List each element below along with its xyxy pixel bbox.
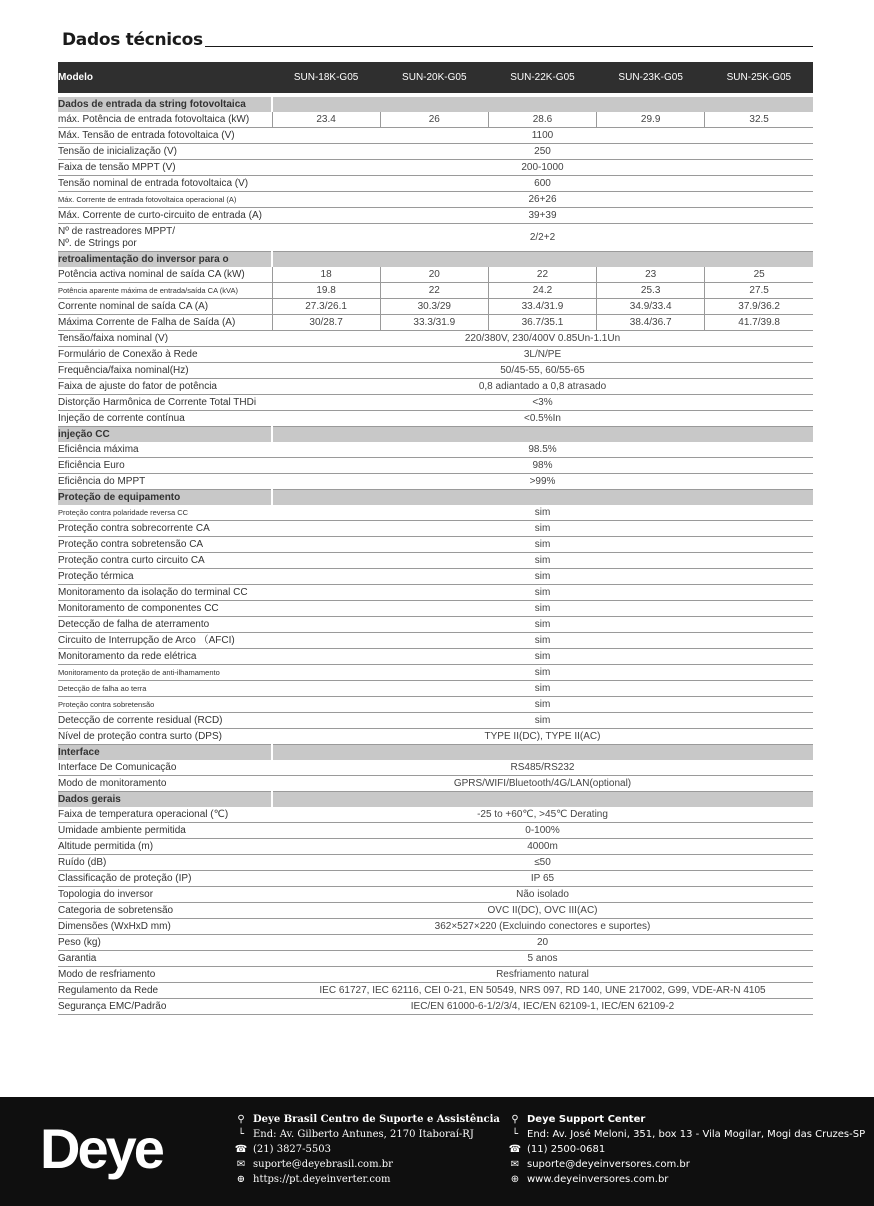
contact-heading: Deye Support Center [527, 1114, 646, 1125]
row-value-cell: 250 [272, 144, 813, 160]
table-row [58, 617, 813, 633]
row-value-cell: 600 [272, 176, 813, 192]
row-value-cell: 0-100% [272, 823, 813, 839]
row-label: Detecção de corrente residual (RCD) [58, 713, 272, 729]
table-row [58, 458, 813, 474]
table-row [58, 649, 813, 665]
row-label: Circuito de Interrupção de Arco （AFCI) [58, 633, 272, 649]
row-value-cell: sim [272, 649, 813, 665]
row-value-cell: 28.6 [488, 112, 596, 128]
row-label: Eficiência do MPPT [58, 474, 272, 490]
row-value-cell: sim [272, 617, 813, 633]
row-value-cell: 25.3 [597, 283, 705, 299]
section-label: Proteção de equipamento [58, 490, 272, 506]
row-value-cell: sim [272, 553, 813, 569]
row-label: Detecção de falha ao terra [58, 681, 272, 697]
row-value-cell: ≤50 [272, 855, 813, 871]
row-label: Corrente nominal de saída CA (A) [58, 299, 272, 315]
row-label: Faixa de tensão MPPT (V) [58, 160, 272, 176]
deye-logo: Deye [40, 1117, 162, 1180]
table-row [58, 537, 813, 553]
row-label: Dimensões (WxHxD mm) [58, 919, 272, 935]
table-row [58, 665, 813, 681]
section-header-row [58, 745, 813, 761]
address-bracket-icon: └ [511, 1129, 519, 1140]
section-header-row [58, 97, 813, 112]
row-label: Peso (kg) [58, 935, 272, 951]
contact-web-row [234, 1172, 500, 1187]
row-label: Eficiência Euro [58, 458, 272, 474]
row-label: Distorção Harmônica de Corrente Total THDi [58, 395, 272, 411]
contact-address-row [508, 1127, 865, 1142]
table-row [58, 871, 813, 887]
contact-heading-row [508, 1112, 865, 1127]
row-label: Frequência/faixa nominal(Hz) [58, 363, 272, 379]
section-fill [272, 745, 813, 761]
table-row [58, 681, 813, 697]
row-value-cell: sim [272, 585, 813, 601]
contact-web-row [508, 1172, 865, 1187]
row-label: Monitoramento da rede elétrica [58, 649, 272, 665]
row-label: Injeção de corrente contínua [58, 411, 272, 427]
table-row [58, 601, 813, 617]
row-value-cell: <0.5%In [272, 411, 813, 427]
contact-email-row [234, 1157, 500, 1172]
row-label: Tensão de inicialização (V) [58, 144, 272, 160]
contact-web[interactable]: www.deyeinversores.com.br [527, 1174, 669, 1185]
row-label: Topologia do inversor [58, 887, 272, 903]
row-value-cell: 22 [488, 267, 596, 283]
row-label: máx. Potência de entrada fotovoltaica (kW) [58, 112, 272, 128]
row-label: Monitoramento de componentes CC [58, 601, 272, 617]
row-value-cell: 1100 [272, 128, 813, 144]
row-value-cell: sim [272, 537, 813, 553]
footer [0, 1097, 874, 1206]
row-label: Nível de proteção contra surto (DPS) [58, 729, 272, 745]
row-value-cell: 362×527×220 (Excluindo conectores e suportes) [272, 919, 813, 935]
row-label: Detecção de falha de aterramento [58, 617, 272, 633]
model-column-header: SUN-25K-G05 [705, 62, 813, 93]
envelope-icon: ✉ [510, 1159, 520, 1170]
row-label: Proteção contra sobretensão CA [58, 537, 272, 553]
row-value-cell: sim [272, 697, 813, 713]
row-value-cell: 98% [272, 458, 813, 474]
row-value-cell: 23 [597, 267, 705, 283]
row-label: Segurança EMC/Padrão [58, 999, 272, 1015]
model-column-header: SUN-18K-G05 [272, 62, 380, 93]
table-row [58, 128, 813, 144]
model-column-header: SUN-20K-G05 [380, 62, 488, 93]
row-value-cell: sim [272, 713, 813, 729]
row-label: Proteção contra sobretensão [58, 697, 272, 713]
section-label: Interface [58, 745, 272, 761]
row-label: Modo de monitoramento [58, 776, 272, 792]
row-label: Máx. Corrente de entrada fotovoltaica operacional (A) [58, 192, 272, 208]
table-row [58, 160, 813, 176]
section-fill [272, 252, 813, 268]
section-fill [272, 427, 813, 443]
row-value-cell: sim [272, 505, 813, 521]
table-row [58, 224, 813, 252]
row-value-cell: sim [272, 569, 813, 585]
row-value-cell: sim [272, 601, 813, 617]
table-row [58, 553, 813, 569]
table-row [58, 839, 813, 855]
row-value-cell: 36.7/35.1 [488, 315, 596, 331]
table-row [58, 176, 813, 192]
row-value-cell: 38.4/36.7 [597, 315, 705, 331]
table-row [58, 347, 813, 363]
row-label: Faixa de ajuste do fator de potência [58, 379, 272, 395]
row-value-cell: 50/45-55, 60/55-65 [272, 363, 813, 379]
row-value-cell: 39+39 [272, 208, 813, 224]
address-bracket-icon: └ [237, 1129, 245, 1140]
row-value-cell: 37.9/36.2 [705, 299, 813, 315]
contact-web[interactable]: https://pt.deyeinverter.com [253, 1174, 391, 1185]
section-fill [272, 792, 813, 808]
table-row [58, 315, 813, 331]
spec-body [58, 97, 813, 1015]
row-value-cell: IEC 61727, IEC 62116, CEI 0-21, EN 50549, NRS 097, RD 140, UNE 217002, G99, VDE-AR-N 4105 [272, 983, 813, 999]
row-label: Umidade ambiente permitida [58, 823, 272, 839]
table-row [58, 951, 813, 967]
table-row [58, 697, 813, 713]
contact-support [508, 1112, 865, 1187]
row-value-cell: 32.5 [705, 112, 813, 128]
row-label: Eficiência máxima [58, 442, 272, 458]
table-row [58, 208, 813, 224]
row-value-cell: 3L/N/PE [272, 347, 813, 363]
row-value-cell: sim [272, 665, 813, 681]
table-row [58, 807, 813, 823]
row-label: Potência aparente máxima de entrada/saída CA (kVA) [58, 283, 272, 299]
row-value-cell: 5 anos [272, 951, 813, 967]
table-row [58, 521, 813, 537]
globe-icon: ⊕ [510, 1174, 520, 1185]
row-value-cell: GPRS/WIFI/Bluetooth/4G/LAN(optional) [272, 776, 813, 792]
row-label: Nº de rastreadores MPPT/ Nº. de Strings por [58, 224, 272, 252]
table-row [58, 144, 813, 160]
contact-phone-row [508, 1142, 865, 1157]
page-title-bar [62, 28, 813, 50]
row-value-cell: -25 to +60℃, >45℃ Derating [272, 807, 813, 823]
table-row [58, 760, 813, 776]
title-rule [205, 46, 813, 47]
row-label: Monitoramento da proteção de anti-ilhamamento [58, 665, 272, 681]
row-value-cell: 18 [272, 267, 380, 283]
table-row [58, 903, 813, 919]
table-row [58, 585, 813, 601]
section-label: Dados gerais [58, 792, 272, 808]
row-label: Máx. Tensão de entrada fotovoltaica (V) [58, 128, 272, 144]
row-label: Máxima Corrente de Falha de Saída (A) [58, 315, 272, 331]
table-row [58, 192, 813, 208]
model-column-header: SUN-23K-G05 [597, 62, 705, 93]
contact-heading: Deye Brasil Centro de Suporte e Assistência [253, 1114, 500, 1125]
location-pin-icon: ⚲ [237, 1114, 245, 1125]
section-header-row [58, 490, 813, 506]
table-row [58, 474, 813, 490]
envelope-icon: ✉ [236, 1159, 246, 1170]
section-header-row [58, 792, 813, 808]
contact-address: End: Av. Gilberto Antunes, 2170 Itaboraí-RJ [253, 1129, 474, 1140]
row-label: Altitude permitida (m) [58, 839, 272, 855]
row-value-cell: sim [272, 521, 813, 537]
row-value-cell: IEC/EN 61000-6-1/2/3/4, IEC/EN 62109-1, IEC/EN 62109-2 [272, 999, 813, 1015]
row-value-cell: 20 [272, 935, 813, 951]
table-row [58, 442, 813, 458]
row-value-cell: OVC II(DC), OVC III(AC) [272, 903, 813, 919]
row-value-cell: sim [272, 633, 813, 649]
row-label: Monitoramento da isolação do terminal CC [58, 585, 272, 601]
row-value-cell: IP 65 [272, 871, 813, 887]
section-label: retroalimentação do inversor para o [58, 252, 272, 268]
row-value-cell: 34.9/33.4 [597, 299, 705, 315]
table-row [58, 299, 813, 315]
spec-table [58, 62, 813, 1015]
row-label: Potência activa nominal de saída CA (kW) [58, 267, 272, 283]
contact-brasil [234, 1112, 500, 1187]
header-label: Modelo [58, 62, 272, 93]
row-value-cell: 26 [380, 112, 488, 128]
section-label: Dados de entrada da string fotovoltaica [58, 97, 272, 112]
row-value-cell: 27.5 [705, 283, 813, 299]
globe-icon: ⊕ [236, 1174, 246, 1185]
phone-icon: ☎ [234, 1144, 248, 1155]
row-value-cell: Resfriamento natural [272, 967, 813, 983]
table-row [58, 267, 813, 283]
row-label: Modo de resfriamento [58, 967, 272, 983]
table-row [58, 999, 813, 1015]
table-row [58, 776, 813, 792]
table-row [58, 729, 813, 745]
row-label: Proteção contra sobrecorrente CA [58, 521, 272, 537]
row-value-cell: 4000m [272, 839, 813, 855]
table-row [58, 363, 813, 379]
row-value-cell: >99% [272, 474, 813, 490]
page-title: Dados técnicos [62, 30, 203, 50]
table-row [58, 633, 813, 649]
row-label: Tensão nominal de entrada fotovoltaica (V) [58, 176, 272, 192]
row-value-cell: RS485/RS232 [272, 760, 813, 776]
table-header [58, 62, 813, 93]
phone-icon: ☎ [508, 1144, 522, 1155]
row-value-cell: 220/380V, 230/400V 0.85Un-1.1Un [272, 331, 813, 347]
section-label: injeção CC [58, 427, 272, 443]
row-label: Categoria de sobretensão [58, 903, 272, 919]
row-value-cell: 98.5% [272, 442, 813, 458]
section-fill [272, 97, 813, 112]
table-row [58, 395, 813, 411]
row-value-cell: 26+26 [272, 192, 813, 208]
row-value-cell: 23.4 [272, 112, 380, 128]
table-row [58, 505, 813, 521]
row-value-cell: TYPE II(DC), TYPE II(AC) [272, 729, 813, 745]
table-row [58, 855, 813, 871]
row-label: Proteção térmica [58, 569, 272, 585]
contact-phone: (21) 3827-5503 [253, 1144, 331, 1155]
row-value-cell: 200-1000 [272, 160, 813, 176]
row-value-cell: 24.2 [488, 283, 596, 299]
row-label: Tensão/faixa nominal (V) [58, 331, 272, 347]
table-row [58, 411, 813, 427]
table-row [58, 919, 813, 935]
row-label: Formulário de Conexão à Rede [58, 347, 272, 363]
table-row [58, 713, 813, 729]
row-label: Proteção contra curto circuito CA [58, 553, 272, 569]
row-value-cell: 25 [705, 267, 813, 283]
table-row [58, 823, 813, 839]
table-row [58, 283, 813, 299]
row-value-cell: 22 [380, 283, 488, 299]
row-label: Faixa de temperatura operacional (℃) [58, 807, 272, 823]
table-row [58, 112, 813, 128]
table-row [58, 331, 813, 347]
row-value-cell: 27.3/26.1 [272, 299, 380, 315]
table-row [58, 967, 813, 983]
row-label: Regulamento da Rede [58, 983, 272, 999]
section-header-row [58, 427, 813, 443]
row-value-cell: sim [272, 681, 813, 697]
table-row [58, 379, 813, 395]
row-label: Classificação de proteção (IP) [58, 871, 272, 887]
contact-phone: (11) 2500-0681 [527, 1144, 606, 1155]
table-row [58, 983, 813, 999]
row-value-cell: 30.3/29 [380, 299, 488, 315]
row-label: Interface De Comunicação [58, 760, 272, 776]
row-value-cell: 29.9 [597, 112, 705, 128]
section-header-row [58, 252, 813, 268]
row-value-cell: 2/2+2 [272, 224, 813, 252]
row-value-cell: 41.7/39.8 [705, 315, 813, 331]
table-row [58, 887, 813, 903]
contact-address-row [234, 1127, 500, 1142]
section-fill [272, 490, 813, 506]
model-column-header: SUN-22K-G05 [488, 62, 596, 93]
row-value-cell: 0,8 adiantado a 0,8 atrasado [272, 379, 813, 395]
table-row [58, 569, 813, 585]
contact-heading-row [234, 1112, 500, 1127]
row-value-cell: <3% [272, 395, 813, 411]
row-label: Proteção contra polaridade reversa CC [58, 505, 272, 521]
location-pin-icon: ⚲ [511, 1114, 519, 1125]
row-label: Ruído (dB) [58, 855, 272, 871]
contact-phone-row [234, 1142, 500, 1157]
contact-email[interactable]: suporte@deyeinversores.com.br [527, 1159, 690, 1170]
row-value-cell: Não isolado [272, 887, 813, 903]
row-value-cell: 30/28.7 [272, 315, 380, 331]
table-row [58, 935, 813, 951]
row-label: Garantia [58, 951, 272, 967]
row-value-cell: 33.4/31.9 [488, 299, 596, 315]
contact-address: End: Av. José Meloni, 351, box 13 - Vila Mogilar, Mogi das Cruzes-SP [527, 1129, 866, 1140]
row-label: Máx. Corrente de curto-circuito de entrada (A) [58, 208, 272, 224]
row-value-cell: 33.3/31.9 [380, 315, 488, 331]
contact-email[interactable]: suporte@deyebrasil.com.br [253, 1159, 393, 1170]
contact-email-row [508, 1157, 865, 1172]
row-value-cell: 20 [380, 267, 488, 283]
row-value-cell: 19.8 [272, 283, 380, 299]
